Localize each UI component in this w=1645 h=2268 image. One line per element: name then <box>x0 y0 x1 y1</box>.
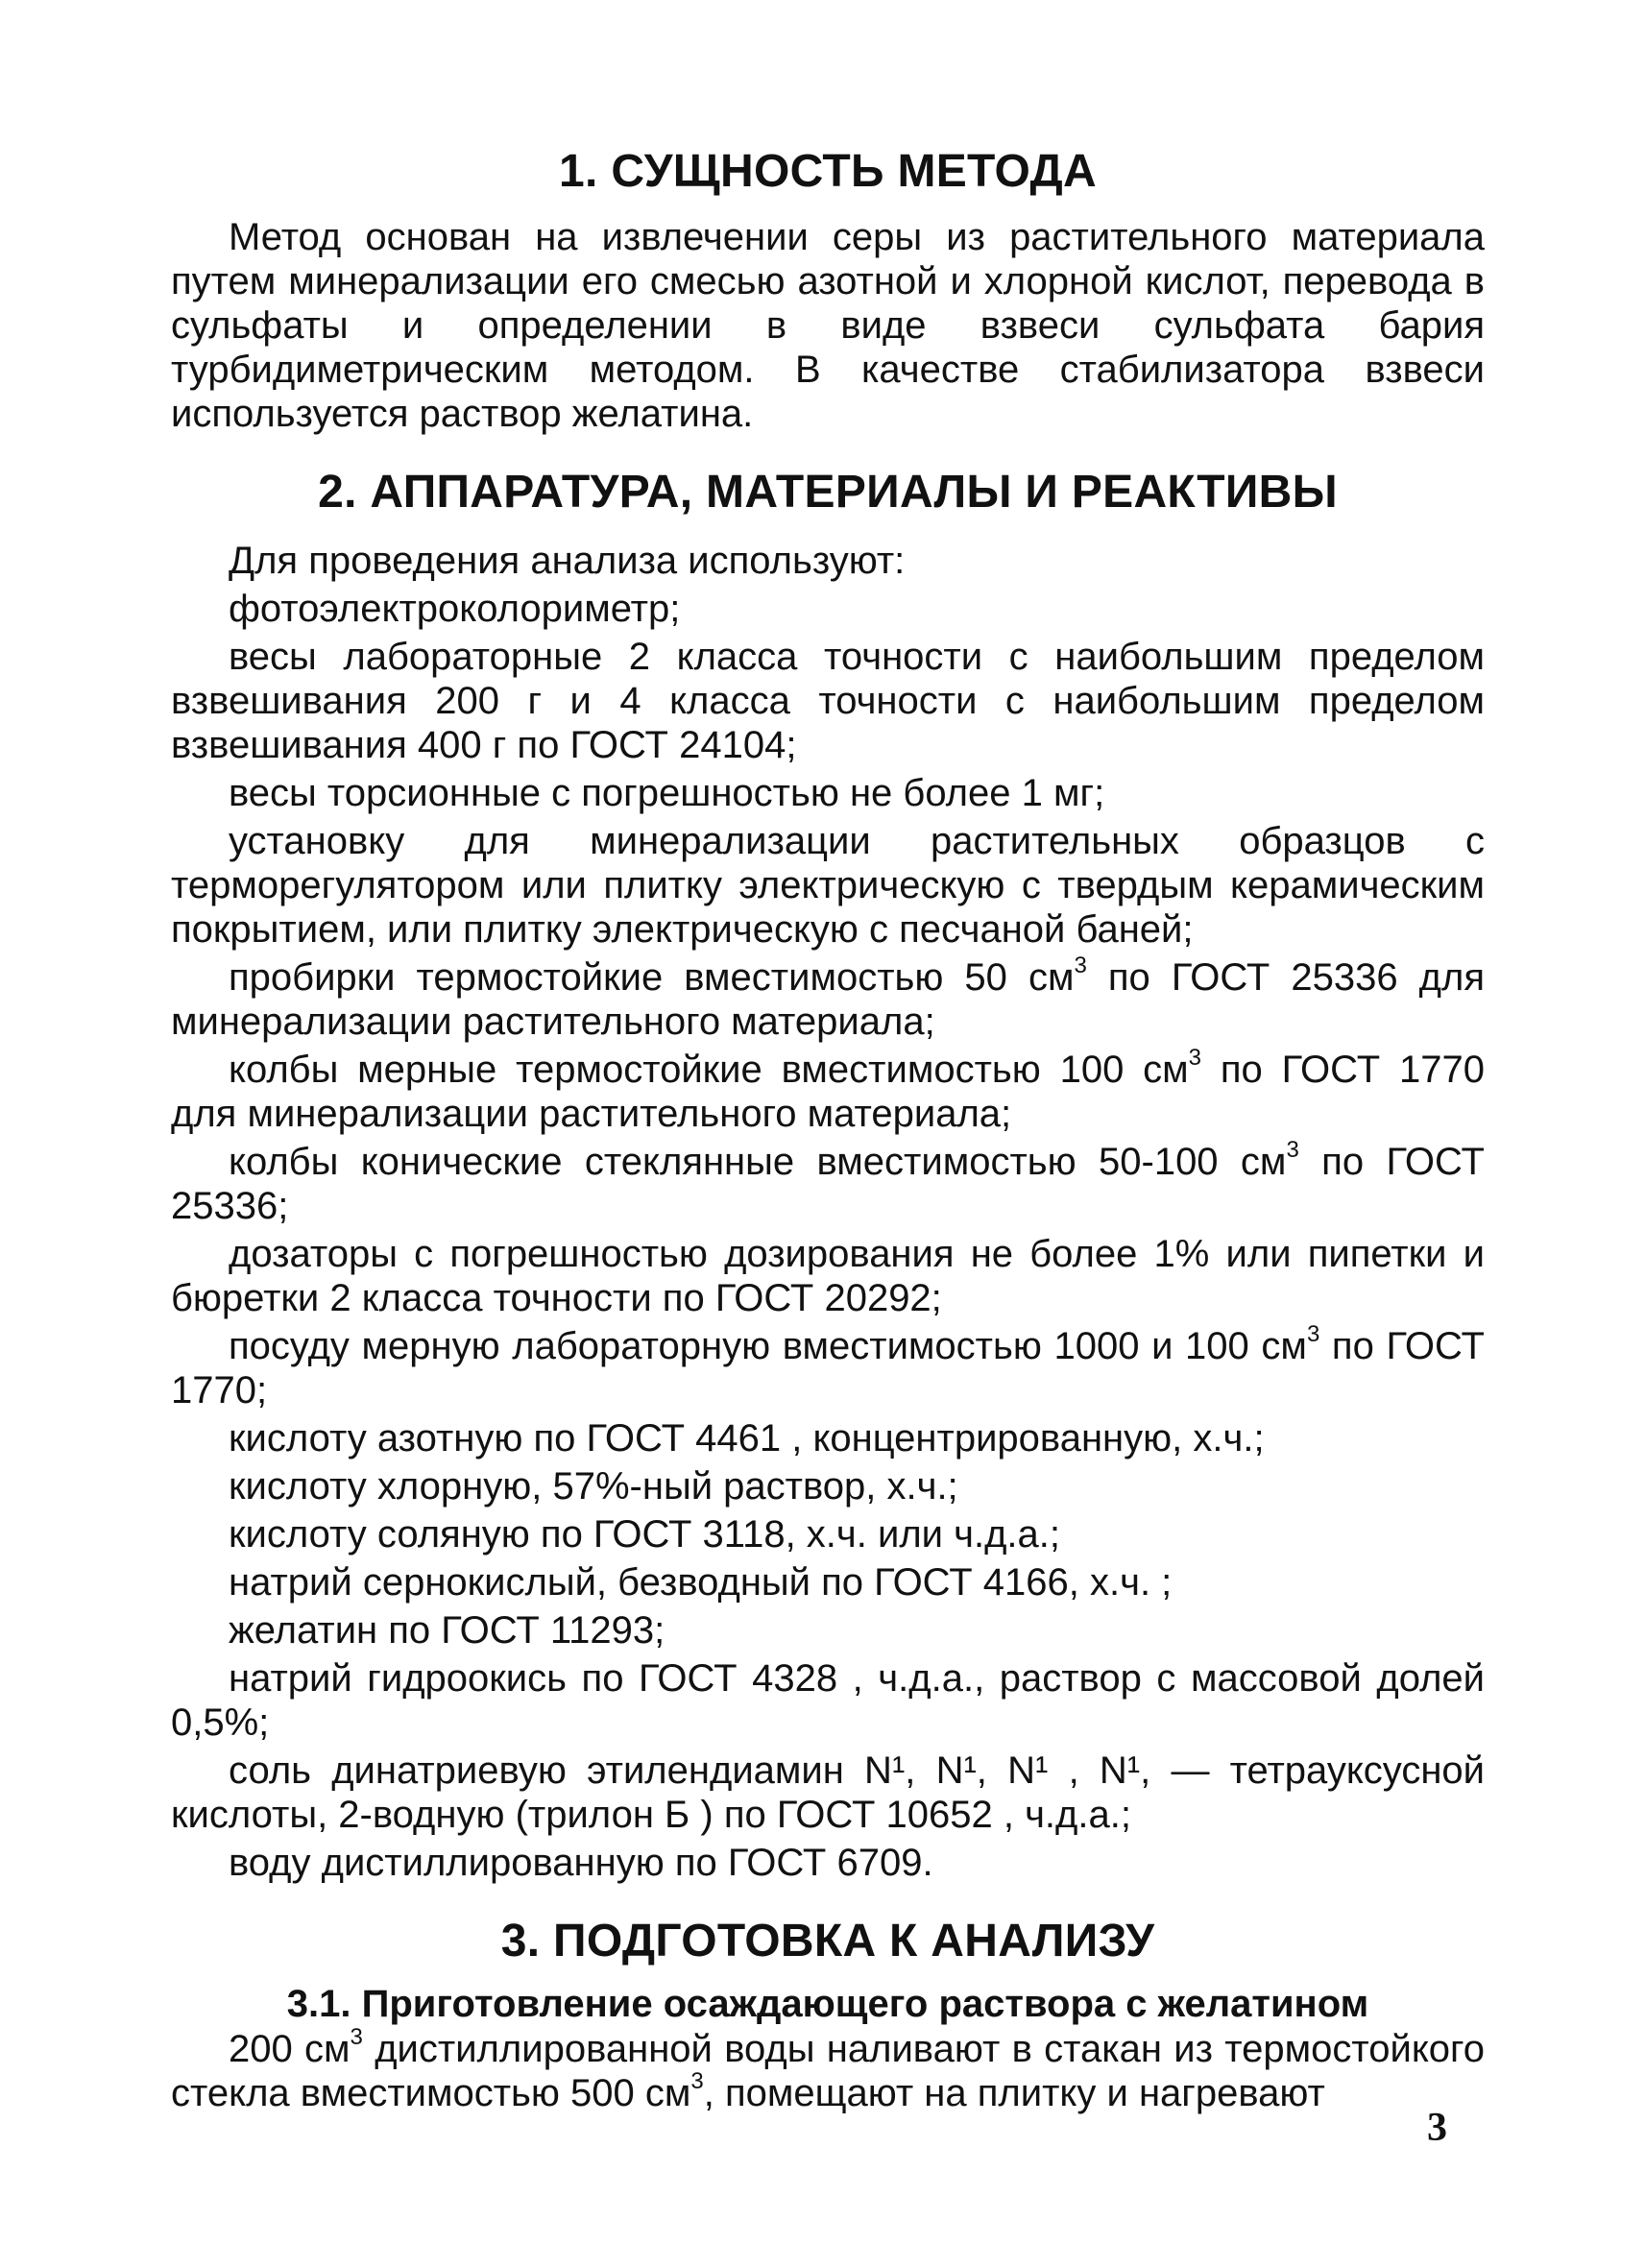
list-item: соль динатриевую этилендиамин N¹, N¹, N¹ , N¹, — тетрауксусной кислоты, 2-водную (трилон Б ) по ГОСТ 10652 , ч.д.а.; <box>171 1749 1485 1837</box>
list-item <box>171 1321 1485 1412</box>
list-item: желатин по ГОСТ 11293; <box>229 1609 665 1653</box>
list-item-text: по ГОСТ 1770 для минерализации растительного материала; <box>171 1049 1485 1136</box>
section-3-1-subtitle: 3.1. Приготовление осаждающего раствора с желатином <box>286 1982 1369 2025</box>
section-2-title: 2. АППАРАТУРА, МАТЕРИАЛЫ И РЕАКТИВЫ <box>318 466 1338 518</box>
paragraph-text: 200 см <box>229 2027 351 2070</box>
list-item-text: посуду мерную лабораторную вместимостью 1000 и 100 см <box>229 1325 1307 1368</box>
superscript: 3 <box>690 2067 704 2094</box>
list-item: натрий гидроокись по ГОСТ 4328 , ч.д.а., раствор с массовой долей 0,5%; <box>171 1657 1485 1745</box>
list-item <box>171 1045 1485 1136</box>
list-item: установку для минерализации растительных образцов с терморегулятором или плитку электрическую с твердым керамическим покрытием, или плитку электрическую с песчаной баней; <box>171 820 1485 952</box>
section-1-paragraph: Метод основан на извлечении серы из растительного материала путем минерализации его смесью азотной и хлорной кислот, перевода в сульфаты и определении в виде взвеси сульфата бария турбидиметрическим методом. В качестве стабилизатора взвеси используется раствор желатина. <box>171 215 1485 435</box>
list-item-text: по ГОСТ 1770; <box>171 1325 1485 1412</box>
list-item-text: колбы конические стеклянные вместимостью 50-100 см <box>229 1141 1287 1184</box>
list-item: дозаторы с погрешностью дозирования не более 1% или пипетки и бюретки 2 класса точности по ГОСТ 20292; <box>171 1233 1485 1320</box>
superscript: 3 <box>1074 953 1087 979</box>
list-item: весы лабораторные 2 класса точности с наибольшим пределом взвешивания 200 г и 4 класса точности с наибольшим пределом взвешивания 400 г по ГОСТ 24104; <box>171 636 1485 767</box>
page-number: 3 <box>1427 2106 1447 2150</box>
list-item: воду дистиллированную по ГОСТ 6709. <box>229 1842 933 1885</box>
document-page <box>171 144 1485 2115</box>
list-item: фотоэлектроколориметр; <box>229 588 681 631</box>
list-item: кислоту хлорную, 57%-ный раствор, х.ч.; <box>229 1465 958 1508</box>
list-item-text: колбы мерные термостойкие вместимостью 100 см <box>229 1049 1189 1092</box>
list-item-text: по ГОСТ 25336 для минерализации растительного материала; <box>171 956 1485 1044</box>
superscript: 3 <box>1286 1137 1299 1164</box>
list-item: кислоту соляную по ГОСТ 3118, х.ч. или ч.д.а.; <box>229 1513 1060 1556</box>
section-2-intro: Для проведения анализа используют: <box>229 540 906 583</box>
list-item <box>171 955 1485 1044</box>
superscript: 3 <box>350 2023 363 2050</box>
list-item-text: по ГОСТ 25336; <box>171 1141 1485 1228</box>
list-item <box>171 1137 1485 1228</box>
superscript: 3 <box>1306 1321 1320 1348</box>
paragraph-text: , помещают на плитку и нагревают <box>703 2071 1325 2114</box>
paragraph-text: дистиллированной воды наливают в стакан из термостойкого стекла вместимостью 500 см <box>171 2027 1485 2114</box>
list-item: весы торсионные с погрешностью не более 1 мг; <box>229 772 1105 815</box>
section-3-1-paragraph <box>171 2023 1485 2115</box>
superscript: 3 <box>1188 1045 1202 1072</box>
section-1-title: 1. СУЩНОСТЬ МЕТОДА <box>559 146 1097 197</box>
section-3-title: 3. ПОДГОТОВКА К АНАЛИЗУ <box>500 1916 1155 1967</box>
list-item: натрий сернокислый, безводный по ГОСТ 4166, х.ч. ; <box>229 1561 1173 1604</box>
list-item: кислоту азотную по ГОСТ 4461 , концентрированную, х.ч.; <box>229 1417 1265 1460</box>
list-item-text: пробирки термостойкие вместимостью 50 см <box>229 956 1075 1000</box>
